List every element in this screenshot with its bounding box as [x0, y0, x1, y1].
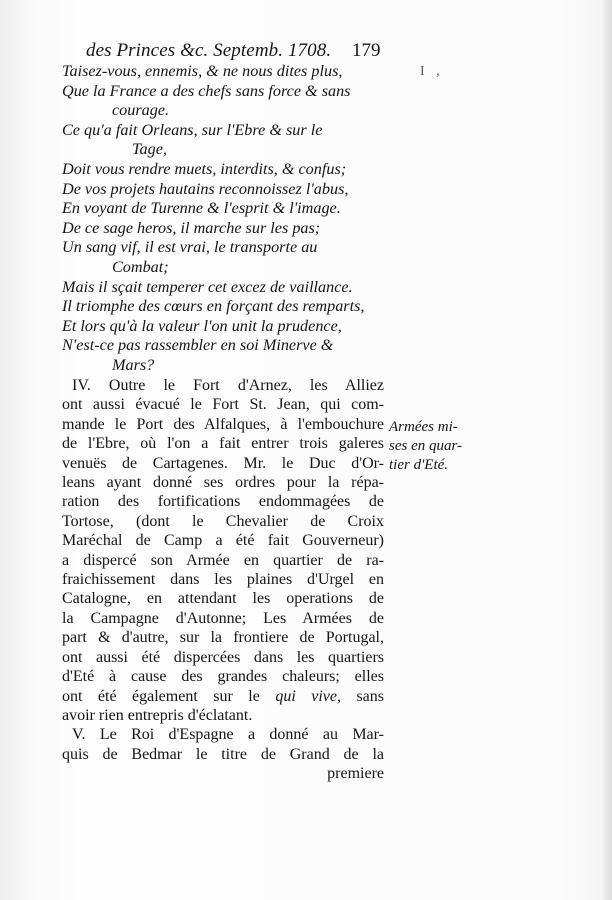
stray-print-mark: I ,: [420, 64, 444, 79]
prose-line: avoir rien entrepris d'éclatant.: [62, 706, 253, 724]
prose-line-qui-vive: [62, 687, 384, 706]
poem-line: Tage,: [132, 140, 167, 159]
margin-note: [389, 418, 479, 475]
poem-line: Il triomphe des cœurs en forçant des remparts,: [62, 297, 365, 316]
poem-line: Taisez-vous, ennemis, & ne nous dites plus,: [62, 62, 343, 80]
poem-line: Combat;: [112, 257, 169, 276]
page-number: 179: [352, 40, 381, 61]
prose-line: Tortose, (dont le Chevalier de Croix: [62, 512, 384, 530]
prose-line: de l'Ebre, où l'on a fait entrer trois galeres: [62, 435, 384, 453]
prose-line: ont aussi été dispercées dans les quartiers: [62, 648, 384, 666]
poem-line: En voyant de Turenne & l'esprit & l'image.: [62, 199, 341, 218]
poem-line: Doit vous rendre muets, interdits, & confus;: [62, 159, 347, 178]
prose-line: fraichissement dans les plaines d'Urgel en: [62, 571, 384, 589]
page-edge-shadow: [602, 0, 612, 900]
running-header: [86, 40, 386, 62]
prose-line: d'Eté à cause des grandes chaleurs; elles: [62, 668, 384, 686]
prose-line: quis de Bedmar le titre de Grand de la: [62, 745, 384, 763]
poem-line: Mais il sçait temperer cet excez de vaillance.: [62, 277, 353, 296]
poem-line: courage.: [112, 101, 170, 120]
poem-line: Mars?: [112, 355, 155, 374]
running-title: des Princes &c. Septemb. 1708.: [86, 40, 332, 61]
prose-line: ont aussi évacué le Fort St. Jean, qui com-: [62, 396, 384, 414]
prose-line: Catalogne, en attendant les operations de: [62, 590, 384, 608]
poem-line: Et lors qu'à la valeur l'on unit la prudence,: [62, 316, 342, 335]
prose-block: [62, 376, 384, 784]
qui-vive-italic: qui vive: [275, 687, 337, 705]
poem-line: Que la France a des chefs sans force & sans: [62, 81, 351, 100]
prose-line: la Campagne d'Autonne; Les Armées de: [62, 609, 384, 627]
poem-line: Ce qu'a fait Orleans, sur l'Ebre & sur le: [62, 120, 323, 139]
poem-line: Un sang vif, il est vrai, le transporte au: [62, 238, 318, 257]
prose-text: ont été également sur le: [62, 687, 260, 705]
poem-line: N'est-ce pas rassembler en soi Minerve &: [62, 336, 334, 355]
poem-line: De vos projets hautains reconnoissez l'abus,: [62, 179, 349, 198]
margin-note-line: ses en quar-: [389, 438, 463, 454]
prose-line: V. Le Roi d'Espagne a donné au Mar-: [72, 726, 384, 744]
prose-text: , sans: [336, 687, 385, 705]
margin-note-line: tier d'Eté.: [389, 457, 449, 473]
prose-line: part & d'autre, sur la frontiere de Portugal,: [62, 629, 384, 647]
margin-note-line: Armées mi-: [389, 419, 458, 435]
prose-line: Maréchal de Camp a été fait Gouverneur): [62, 532, 384, 550]
prose-line: ration des fortifications endommagées de: [62, 493, 384, 511]
prose-line: venuës de Cartagenes. Mr. le Duc d'Or-: [62, 454, 384, 472]
prose-line: leans ayant donné ses ordres pour la répa-: [62, 474, 384, 492]
prose-line: mande le Port des Alfalques, à l'embouchure: [62, 415, 384, 433]
poem-line: De ce sage heros, il marche sur les pas;: [62, 218, 321, 237]
prose-line: IV. Outre le Fort d'Arnez, les Alliez: [72, 377, 384, 394]
poem-block: [62, 62, 392, 376]
prose-line: a dispercé son Armée en quartier de ra-: [62, 551, 384, 569]
catchword: premiere: [327, 765, 384, 783]
